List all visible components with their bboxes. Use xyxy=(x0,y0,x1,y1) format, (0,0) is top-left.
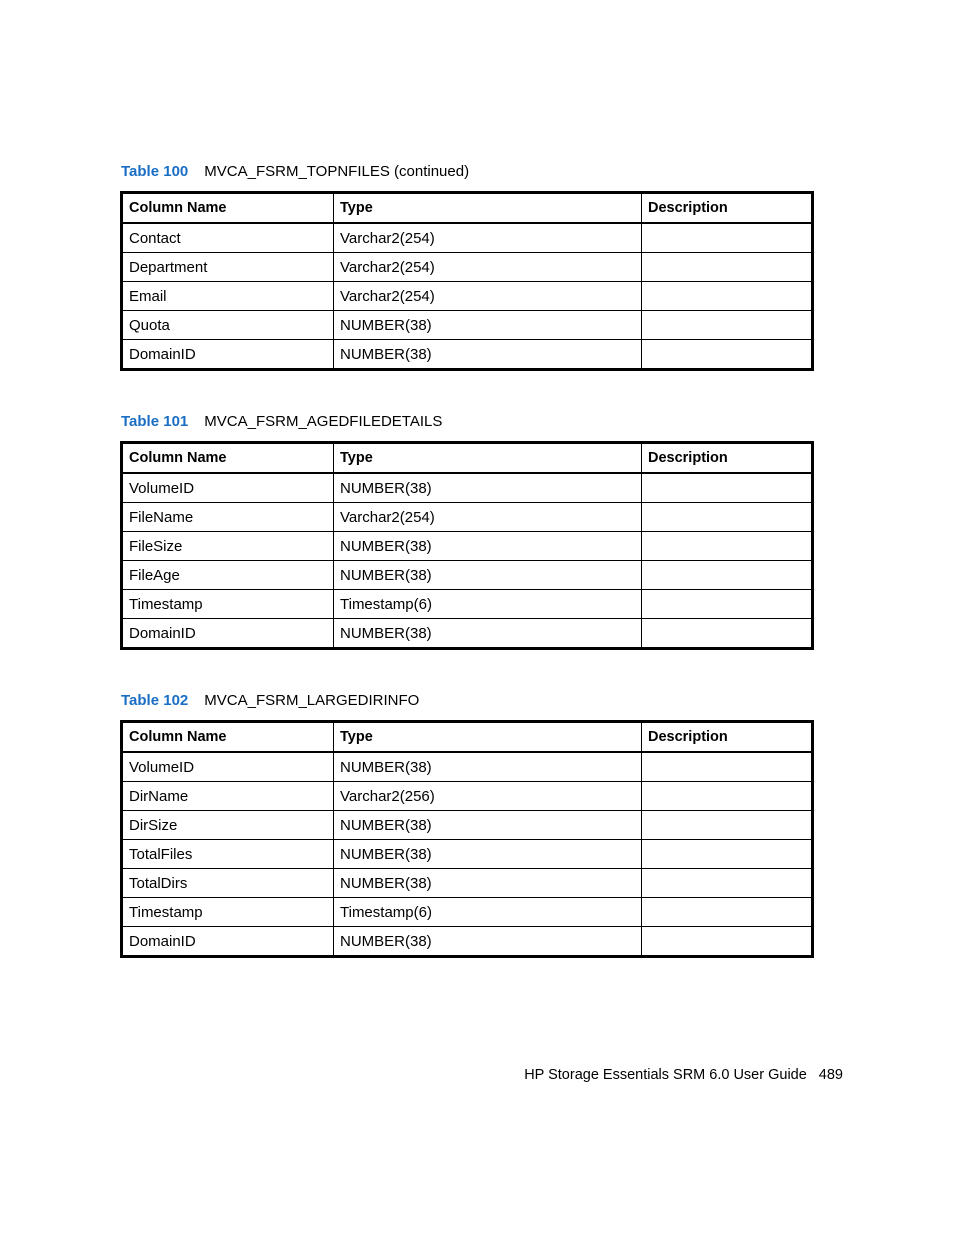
cell-type: NUMBER(38) xyxy=(334,340,642,370)
table-row xyxy=(122,282,813,311)
cell-description xyxy=(642,473,813,503)
page-number: 489 xyxy=(818,1067,843,1083)
cell-description xyxy=(642,752,813,782)
cell-description xyxy=(642,898,813,927)
table-mvca-fsrm-largedirinfo xyxy=(120,720,814,958)
table-row xyxy=(122,840,813,869)
cell-description xyxy=(642,223,813,253)
table-label: Table 100 xyxy=(121,163,189,180)
cell-type: NUMBER(38) xyxy=(334,927,642,957)
cell-description xyxy=(642,927,813,957)
cell-type: NUMBER(38) xyxy=(334,869,642,898)
cell-description xyxy=(642,840,813,869)
table-row xyxy=(122,473,813,503)
cell-description xyxy=(642,590,813,619)
header-description: Description xyxy=(642,193,813,224)
cell-description xyxy=(642,782,813,811)
cell-type: Varchar2(256) xyxy=(334,782,642,811)
cell-type: Varchar2(254) xyxy=(334,503,642,532)
cell-type: Varchar2(254) xyxy=(334,282,642,311)
cell-type: NUMBER(38) xyxy=(334,532,642,561)
cell-column-name: VolumeID xyxy=(122,473,334,503)
header-column-name: Column Name xyxy=(122,722,334,753)
cell-column-name: FileName xyxy=(122,503,334,532)
cell-column-name: DomainID xyxy=(122,340,334,370)
cell-column-name: FileSize xyxy=(122,532,334,561)
cell-description xyxy=(642,869,813,898)
cell-description xyxy=(642,340,813,370)
cell-type: NUMBER(38) xyxy=(334,811,642,840)
table-header-row xyxy=(122,193,813,224)
table-row xyxy=(122,561,813,590)
cell-type: Timestamp(6) xyxy=(334,898,642,927)
cell-description xyxy=(642,532,813,561)
cell-description xyxy=(642,619,813,649)
header-type: Type xyxy=(334,193,642,224)
table-caption xyxy=(121,692,419,710)
cell-type: Varchar2(254) xyxy=(334,223,642,253)
table-row xyxy=(122,811,813,840)
table-row xyxy=(122,869,813,898)
table-row xyxy=(122,782,813,811)
table-label: Table 102 xyxy=(121,692,189,709)
table-header-row xyxy=(122,443,813,474)
cell-type: Timestamp(6) xyxy=(334,590,642,619)
cell-description xyxy=(642,311,813,340)
header-description: Description xyxy=(642,722,813,753)
cell-type: Varchar2(254) xyxy=(334,253,642,282)
cell-column-name: Quota xyxy=(122,311,334,340)
table-mvca-fsrm-topnfiles xyxy=(120,191,814,371)
cell-description xyxy=(642,282,813,311)
cell-type: NUMBER(38) xyxy=(334,473,642,503)
header-description: Description xyxy=(642,443,813,474)
table-mvca-fsrm-agedfiledetails xyxy=(120,441,814,650)
cell-column-name: DomainID xyxy=(122,927,334,957)
cell-description xyxy=(642,253,813,282)
table-row xyxy=(122,532,813,561)
table-row xyxy=(122,927,813,957)
table-header-row xyxy=(122,722,813,753)
table-row xyxy=(122,223,813,253)
cell-column-name: Email xyxy=(122,282,334,311)
table-title: MVCA_FSRM_LARGEDIRINFO xyxy=(204,692,420,709)
header-column-name: Column Name xyxy=(122,193,334,224)
cell-description xyxy=(642,503,813,532)
table-title: MVCA_FSRM_AGEDFILEDETAILS xyxy=(204,413,443,430)
cell-column-name: VolumeID xyxy=(122,752,334,782)
cell-type: NUMBER(38) xyxy=(334,840,642,869)
cell-column-name: FileAge xyxy=(122,561,334,590)
cell-column-name: Timestamp xyxy=(122,590,334,619)
cell-column-name: Timestamp xyxy=(122,898,334,927)
table-row xyxy=(122,898,813,927)
cell-column-name: Department xyxy=(122,253,334,282)
header-column-name: Column Name xyxy=(122,443,334,474)
cell-type: NUMBER(38) xyxy=(334,619,642,649)
cell-column-name: DirSize xyxy=(122,811,334,840)
table-row xyxy=(122,253,813,282)
cell-column-name: TotalFiles xyxy=(122,840,334,869)
table-row xyxy=(122,619,813,649)
table-title: MVCA_FSRM_TOPNFILES (continued) xyxy=(204,163,470,180)
page-footer xyxy=(524,1067,843,1083)
table-row xyxy=(122,752,813,782)
cell-column-name: DomainID xyxy=(122,619,334,649)
table-caption xyxy=(121,413,442,431)
header-type: Type xyxy=(334,722,642,753)
table-caption xyxy=(121,163,469,181)
table-row xyxy=(122,590,813,619)
table-row xyxy=(122,503,813,532)
cell-description xyxy=(642,561,813,590)
cell-type: NUMBER(38) xyxy=(334,561,642,590)
cell-type: NUMBER(38) xyxy=(334,752,642,782)
document-title: HP Storage Essentials SRM 6.0 User Guide xyxy=(524,1067,807,1083)
table-label: Table 101 xyxy=(121,413,189,430)
header-type: Type xyxy=(334,443,642,474)
table-row xyxy=(122,340,813,370)
cell-column-name: DirName xyxy=(122,782,334,811)
cell-column-name: Contact xyxy=(122,223,334,253)
cell-description xyxy=(642,811,813,840)
cell-type: NUMBER(38) xyxy=(334,311,642,340)
table-row xyxy=(122,311,813,340)
cell-column-name: TotalDirs xyxy=(122,869,334,898)
